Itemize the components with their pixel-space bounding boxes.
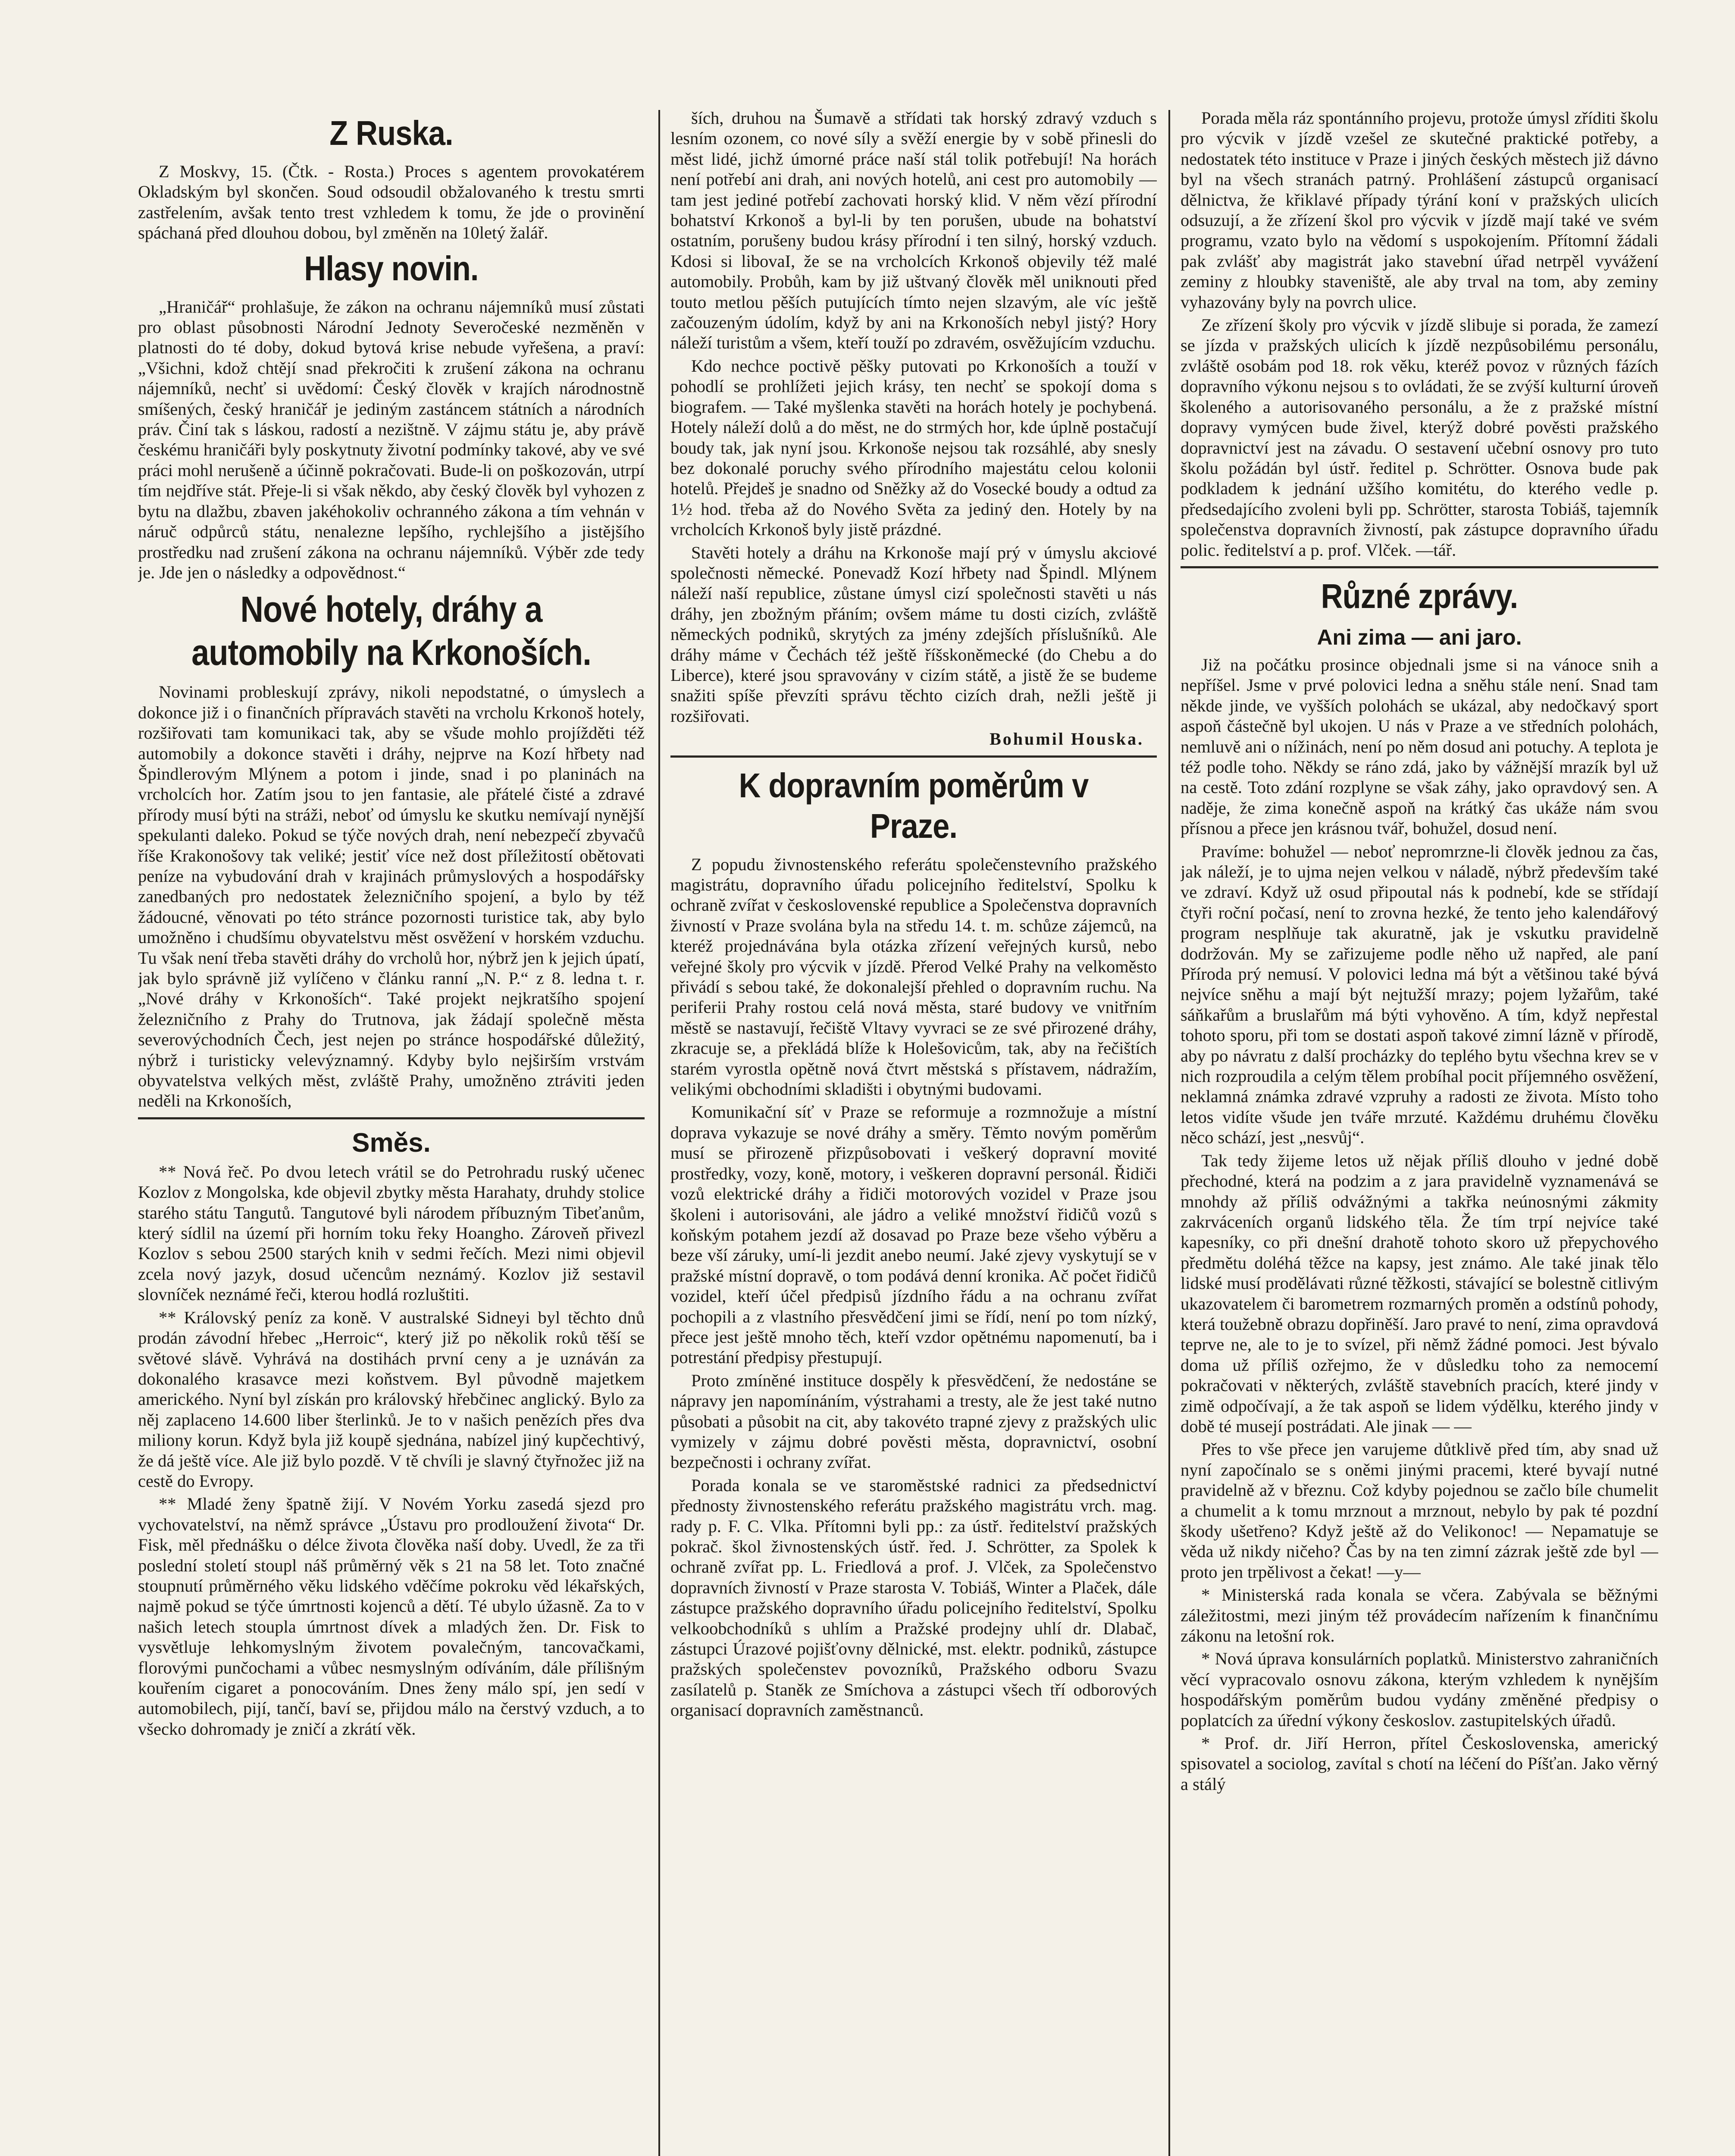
hotely-headline: Nové hotely, dráhy a automobily na Krkonoších. (191, 589, 591, 673)
section-divider (1181, 566, 1658, 568)
porada-article-1: Porada měla ráz spontánního projevu, protože úmysl zříditi školu pro výcvik v jízdě vzešel ze skutečné praktické potřeby, a nedostatek této instituce v Praze i jiných českých městech již dávno byl na všech stranách patrný. Prohlášení zástupců organisací dělnictva, že křiklavé případy týrání koní v pražských ulicích odsuzují, a že zřízení škol pro výcvik v jízdě mají také ve svém programu, vzato bylo na vědomí s uspokojením. Přítomní žádali pak zvlášť aby magistrát jako stavební úřad netrpěl vyvážení zeminy z hloubky staveniště, ale aby trval na tom, aby zeminy vyhazovány byly na povrch ulice. (1181, 108, 1658, 312)
doprava-article-4: Porada konala se ve staroměstské radnici za předsednictví přednosty živnostenského referátu pražského magistrátu vrch. mag. rady p. F. C. Vlka. Přítomni byli pp.: za ústř. ředitelství pražských pokrač. škol živnostenských ústř. řed. J. Schrötter, za Spolek k ochraně zvířat pp. L. Friedlová a prof. J. Vlček, za Společenstvo dopravních živností v Praze starosta V. Tobiáš, Winter a Plaček, dále zástupce pražského dopravního úřadu policejního ředitelství, Spolku velkoobchodníků s uhlím a Pražské prodejny uhlí dr. Dlabač, zástupci Úrazové pojišťovny dělnické, mst. elektr. podniků, zástupce pražských společenstev povozníků, Pražského odboru Svazu zasílatelů p. Staněk ze Smíchova a zástupci všech tří odborových organisací dopravních zaměstnanců. (670, 1475, 1157, 1720)
hotely-article: Novinami probleskují zprávy, nikoli nepodstatné, o úmyslech a dokonce již i o finančních přípravách stavěti na vrcholu Krkonoš hotely, rozšiřovati tam komunikaci tak, aby se všude mohlo projížděti též automobily a dokonce stavěti i dráhy, nejprve na Kozí hřbety nad Špindlerovým Mlýnem a potom i jinde, snad i po planinách na vrcholcích hor. Zatím jsou to jen fantasie, ale přátelé čisté a zdravé přírody musí býti na stráži, neboť od úmyslu ke skutku nemívají nynější spekulanti daleko. Pokud se týče nových drah, není nebezpečí zbyvačů říše Krakonošovy tak veliké; jestiť více než dost příležitostí obětovati peníze na vybudování drah v krajinách průmyslových a hospodářsky zanedbaných pro nedostatek železničního spojení, a bylo by též žádoucné, věnovati po této stránce pozornosti turistice tak, aby bylo umožněno i chudšímu obyvatelstvu měst osvěžení v horském vzduchu. Tu však není třeba stavěti dráhy do vrcholů hor, nýbrž jen k jejich úpatí, jak bylo správně již vylíčeno v článku ranní „N. P.“ z 8. ledna t. r. „Nové dráhy v Krkonoších“. Také projekt nejkratšího spojení železničního z Prahy do Trutnova, jak žádají společně města severovýchodních Čech, jest nejen po stránce hospodářské důležitý, nýbrž i turisticky velevýznamný. Kdyby bylo nejširším vrstvám obyvatelstva velkých měst, zvláště Prahy, umožněno ztráviti jeden neděli na Krkonoších, (138, 682, 645, 1111)
hotely-continuation-3: Stavěti hotely a dráhu na Krkonoše mají prý v úmyslu akciové společnosti německé. Ponevadž Kozí hřbety nad Špindl. Mlýnem náleží naší republice, zůstane úmysl cizí společnosti stavěti u nás dráhy, jen zbožným přáním; ovšem máme tu dosti cizích, zvláště německých podniků, skrytých za jmény zdejších příslušníků. Ale dráhy máme v Čechách též ještě říšskoněmecké (do Chebu a do Liberce), které jsou spravovány v cizím státě, a jistě že se budeme snažiti spíše převzíti správu těchto cizích drah, nežli ještě ji rozšiřovati. (670, 542, 1157, 726)
porada-article-2: Ze zřízení školy pro výcvik v jízdě slibuje si porada, že zamezí se jízda v pražských ulicích k jízdě nezpůsobilému personálu, zvláště osobám pod 18. rok věku, kteréž povoz v různých fázích dopravního výkonu nejsou s to ovládati, že se zvýší kulturní úroveň školeného a autorisovaného personálu, a že z pražské místní dopravy vymýcen bude živel, kterýž dobré pověsti pražského dopravnictví jest na závadu. O sestavení učební osnovy pro tuto školu požádán byl ústř. ředitel p. Schrötter. Osnova bude pak podkladem k jednání užšího komitétu, do kterého vedle p. předsedajícího zvoleni byli pp. Schrötter, starosta Tobiáš, tajemník společenstva dopravních živností, pak zástupce dopravního úřadu polic. ředitelství a p. prof. Vlček. —tář. (1181, 315, 1658, 560)
ruzne-item-herron: * Prof. dr. Jiří Herron, přítel Československa, americký spisovatel a sociolog, zavítal s chotí na léčení do Píšťan. Jako věrný a stálý (1181, 1733, 1658, 1794)
doprava-article-1: Z popudu živnostenského referátu společenstevního pražského magistrátu, dopravního úřadu policejního ředitelství, Spolku k ochraně zvířat v československé republice a Společenstva dopravních živností v Praze svolána byla na středu 14. t. m. schůze zájemců, na kteréž projednávána byla otázka zřízení veřejných kursů, nebo veřejné školy pro výcvik v jízdě. Přerod Velké Prahy na velkoměsto přivádí s sebou také, že dokonalejší přehled o dopravním ruchu. Na periferii Prahy rostou celá nová města, staré budovy ve vnitřním městě se nastavují, řečiště Vltavy vyvraci se ze své přirozené dráhy, zkracuje se, a překládá blíže k Holešovicům, tak, aby na řečištích starém vyrostla opětně nová čtvrt městská s přístavem, nádražím, velikými obchodními skladišti i obytnými budovami. (670, 854, 1157, 1099)
hotely-continuation: ších, druhou na Šumavě a střídati tak horský zdravý vzduch s lesním ozonem, co nové síly a svěží energie by v sobě přinesli do měst lidé, jichž úmorné práce naší stál tolik potřebují! Na horách není potřebí ani drah, ani nových hotelů, ani cest pro automobily — tam jest jediné potřebí zachovati horský klid. V něm vězí přírodní bohatství Krkonoš a byl-li by ten porušen, ubude na bohatství ostatním, porušeny budou krásy přírodní i ten silný, horský vzduch. Kdosi si libovaI, že se na vrcholcích Krkonoš objevily též malé automobily. Probůh, kam by již uštvaný člověk měl uniknouti před touto metlou pěších putujících tímto nejen slzavým, ale víc ještě začouzeným údolím, když by ani na Krkonoších nebyl jistý? Hory náleží turistům a všem, kteří touží po zdravém, osvěžujícím vzduchu. (670, 108, 1157, 353)
hotely-continuation-2: Kdo nechce poctivě pěšky putovati po Krkonoších a touží v pohodlí se prohlížeti jejich krásy, ten nechť se spokojí doma s biografem. — Také myšlenka stavěti na horách hotely je pochybená. Hotely náleží dolů a do měst, ne do strmých hor, kde úplně postačují boudy tak, jak nyní jsou. Krkonoše nejsou tak rozsáhlé, aby snesly bez dokonalé poruchy svého přírodního majestátu celou kolonii hotelů. Přejdeš je snadno od Sněžky až do Vosecké boudy a odtud za 1½ hod. třeba až do Nového Světa za jediný den. Hotely by na vrcholcích Krkonoš byly jistě prázdné. (670, 356, 1157, 539)
smes-item-mlade-zeny: ** Mladé ženy špatně žijí. V Novém Yorku zasedá sjezd pro vychovatelství, na němž správce „Ústavu pro prodloužení života“ Dr. Fisk, měl přednášku o délce života člověka naší doby. Uvedl, že za tři poslední století stoupl náš průměrný věk s 21 na 58 let. Toto značné stoupnutí průměrného věku lidského vděčíme pokroku věd lékařských, najmě pokud se týče úmrtnosti kojenců a dětí. Té ubylo úžasně. Za to v našich letech stoupla úmrtnost dívek a mladých žen. Dr. Fisk to vysvětluje lehkomyslným životem povalečným, tancovačkami, florovými punčochami a vůbec nesmyslným odíváním, dále přílišným kouřením cigaret a ponocováním. Dnes ženy málo spí, jen sedí v automobilech, pijí, tančí, baví se, přijdou málo na čerstvý vzduch, a to všecko dohromady je zničí a zkrátí věk. (138, 1494, 645, 1739)
ruzne-article-1: Již na počátku prosince objednali jsme si na vánoce snih a nepříšel. Jsme v prvé polovici ledna a sněhu stále není. Snad tam někde jinde, ve vyšších polohách se ukázal, aby nedočkavý sport aspoň částečně byl ukojen. U nás v Praze a ve středních polohách, nemluvě ani o nížinách, není po něm dosud ani potuchy. A teplota je též podle toho. Někdy se ráno zdá, jako by vážnější mrazík byl už na cestě. Toto zdání rozplyne se však záhy, jako opravdový sen. A naděje, že zima konečně aspoň na krátký čas ukáže nám svou přísnou a přece jen krásnou tvář, bohužel, dosud není. (1181, 655, 1658, 838)
column-right (1181, 108, 1658, 2156)
column-left (138, 108, 645, 2156)
ruzne-headline: Různé zprávy. (1321, 577, 1518, 615)
ruzne-article-2: Pravíme: bohužel — neboť nepromrzne-li člověk jednou za čas, jak náleží, je to ujma nejen velkou v náladě, nýbrž především také ve zdraví. Když už osud připoutal nás k podnebí, kde se střídají čtyři roční počasí, není to zrovna hezké, že tento jeho kalendářový program nesplňuje tak akuratně, jak je vskutku pravidelně dodržován. My se zařizujeme podle něho už napřed, ale paní Příroda prý nemusí. V polovici ledna má být a většinou také bývá nejvíce sněhu a mají být nejtužší mrazy; pojem lyžařům, také sáňkařům a bruslařům má býti vyhověno. A tím, když nepřestal tohoto sporu, při tom se dostati aspoň takové zimní lázně v přírodě, aby po návratu z další procházky do teplého bytu všechna krev se v nich rozproudila a celým tělem probíhal pocit příjemného osvěžení, neklamná známka zdravé vzpruhy a radosti ze života. Místo toho letos vidíte všude jen tváře mrzuté. Každému druhému člověku něco schází, jest „nesvůj“. (1181, 841, 1658, 1147)
ruska-article: Z Moskvy, 15. (Čtk. - Rosta.) Proces s agentem provokatérem Okladským byl skončen. Soud odsoudil obžalovaného k trestu smrti zastřelením, avšak tento trest vzhledem k tomu, že jde o provinění spáchaná před dlouhou dobou, byl změněn na 10letý žalář. (138, 162, 645, 243)
column-rule (658, 110, 660, 2156)
ruska-headline: Z Ruska. (329, 114, 453, 152)
doprava-headline: K dopravním poměrům v Praze. (739, 766, 1089, 845)
ruzne-item-konsularni-poplatky: * Nová úprava konsulárních poplatků. Ministerstvo zahraničních věcí vypracovalo osnovu zákona, kterým vzhledem k nynějším hospodářským poměrům budou vydány změněné předpisy o poplatcích za úřední výkony českoslov. zastupitelských úřadů. (1181, 1649, 1658, 1730)
ruzne-article-3: Tak tedy žijeme letos už nějak příliš dlouho v jedné době přechodné, která na podzim a z jara pravidelně vyznamenává se mnohdy až příliš odvážnými a takřka neúnosnými zákmity zakrváceních organů lidského těla. Že tím trpí nejvíce také kapesníky, co při dnešní drahotě tohoto skoro už přepychového předmětu doléhá těžce na kapsy, jest známo. Ale také jinak tělo lidské musí prodělávati různé těžkosti, stávající se bolestně citlivým ukazovatelem či barometrem rozmarných proměn a odstínů pohody, která toužebně obrazu dopřiněší. Jaro pravé to není, zima opravdová teprve ne, ale to je to svízel, při němž žádné pomoci. Jest bývalo doma už příliš ozřejmo, že v důsledku toho za nemocemí pokračovati v některých, zvláště stavebních pracích, které jindy v zimě odpočívají, a že tak aspoň se lidem výdělku, kterého jindy v době té musejí postrádati. Ale jinak — — (1181, 1150, 1658, 1436)
smes-item-kralovsky-peniz: ** Královský peníz za koně. V australské Sidneyi byl těchto dnů prodán závodní hřebec „Herroic“, který již po několik roků těší se světové slávě. Vyhrává na dostihách první ceny a je uznáván za dokonalého krasavce mezi koňstvem. Byl původně majetkem amerického. Nyní byl získán pro královský hřebčinec anglický. Bylo za něj zaplaceno 14.600 liber šterlinků. Je to v našich penězích přes dva miliony korun. Když byla již koupě sjednána, nabízel jiný kupčechtivý, že dá ještě více. Ale již bylo pozdě. V tě chvíli je slavný čtyřnožec již na cestě do Evropy. (138, 1307, 645, 1491)
author-signature: Bohumil Houska. (990, 729, 1144, 749)
section-divider (670, 755, 1157, 758)
ruzne-subheadline: Ani zima — ani jaro. (1317, 625, 1522, 649)
ruzne-item-ministerska-rada: * Ministerská rada konala se včera. Zabývala se běžnými záležitostmi, mezi jiným též provádecím nařízením k finančnímu zákonu na letošní rok. (1181, 1585, 1658, 1646)
hlasy-headline: Hlasy novin. (304, 249, 479, 288)
ruzne-article-4: Přes to vše přece jen varujeme důtklivě před tím, aby snad už nyní započínalo se s oněmi jinými pracemi, které byvají nutné pravidelně až v březnu. Což kdyby pojednou se začlo bíle chumelit a chumelit a k tomu mrznout a mrznout, nebylo by pak té pozdní škody ušetřeno? Když ještě až do Velikonoc! — Nepamatuje se věda už nikdy ničeho? Čas by na ten zimní zázrak ještě zde byl — proto jen trpělivost a čekat! —y— (1181, 1439, 1658, 1582)
doprava-article-3: Proto zmíněné instituce dospěly k přesvědčení, že nedostáne se nápravy jen napomínáním, výstrahami a tresty, ale že jest také nutno působati a působit na cit, aby takovéto trapné zjevy z pražských ulic vymizely v zájmu dobré pověsti města, dopravnictví, osobní bezpečnosti i ochrany zvířat. (670, 1370, 1157, 1472)
doprava-article-2: Komunikační síť v Praze se reformuje a rozmnožuje a místní doprava vykazuje se nové dráhy a směry. Těmto novým poměrům musí se přirozeně přizpůsobovati i veškerý dopravní movité prostředky, vozy, koně, motory, i veškeren dopravní personál. Řidiči vozů elektrické dráhy a řidiči motorových vozidel v Praze jsou školeni i autorisováni, ale jádro a veliké množství řidičů vozů s koňským potahem jezdí až dosavad po Praze beze všeho výběru a beze vší záruky, umí-li jezdit anebo neumí. Jaké zjevy vyskytují se v pražské místní dopravě, o tom podává denní kronika. Ač počet řidičů vozidel, kteří účel předpisů jízdního řádu a na ochranu zvířat pochopili a z vlastního přesvědčení jimi se řídí, není po tom nízký, přece jest ještě mnoho těch, kteří vzdor opětnému napomenutí, ba i potrestání předpisy přestupují. (670, 1102, 1157, 1367)
hlasy-article: „Hraničář“ prohlašuje, že zákon na ochranu nájemníků musí zůstati pro oblast působnosti Národní Jednoty Severočeské nezměněn v platnosti do té doby, dokud bytová krise nebude vyřešena, a praví: „Všichni, kdož chtějí snad překročiti k zrušení zákona na ochranu nájemníků, nechť si uvědomí: Český člověk v krajích národnostně smíšených, český hraničář je jediným zastáncem státních a národních práv. Činí tak s láskou, radostí a nezištně. V zájmu státu je, aby právě českému hraničáři byly poskytnuty životní podmínky takové, aby ve své práci mohl nerušeně a účinně pokračovati. Bude-li on poškozován, utrpí tím nejdříve stát. Přeje-li si však někdo, aby český člověk byl vyhozen z bytu na dlažbu, zbaven jakéhokoliv ochranného zákona a tím vehnán v náruč odpůrců státu, nenalezne lepšího, rychlejšího a jistějšího prostředku nad zrušení zákona na ochranu nájemníků. Výběr zde tedy je. Jde jen o následky a odpovědnost.“ (138, 297, 645, 582)
smes-item-nova-rec: ** Nová řeč. Po dvou letech vrátil se do Petrohradu ruský učenec Kozlov z Mongolska, kde objevil zbytky města Harahaty, druhdy stolice starého státu Tangutů. Tangutové byli národem příbuzným Tibeťanům, který sídlil na území při horním toku řeky Hoangho. Zároveň přivezl Kozlov s sebou 2500 starých knih v sedmi řečích. Mezi nimi objevil zcela nový jazyk, dosud učencům neznámý. Kozlov již sestavil slovníček neznámé řeči, kterou hodlá rozluštiti. (138, 1162, 645, 1304)
column-middle (670, 108, 1157, 2156)
section-divider (138, 1117, 645, 1119)
smes-headline: Směs. (352, 1128, 431, 1158)
column-rule (1168, 110, 1170, 2156)
